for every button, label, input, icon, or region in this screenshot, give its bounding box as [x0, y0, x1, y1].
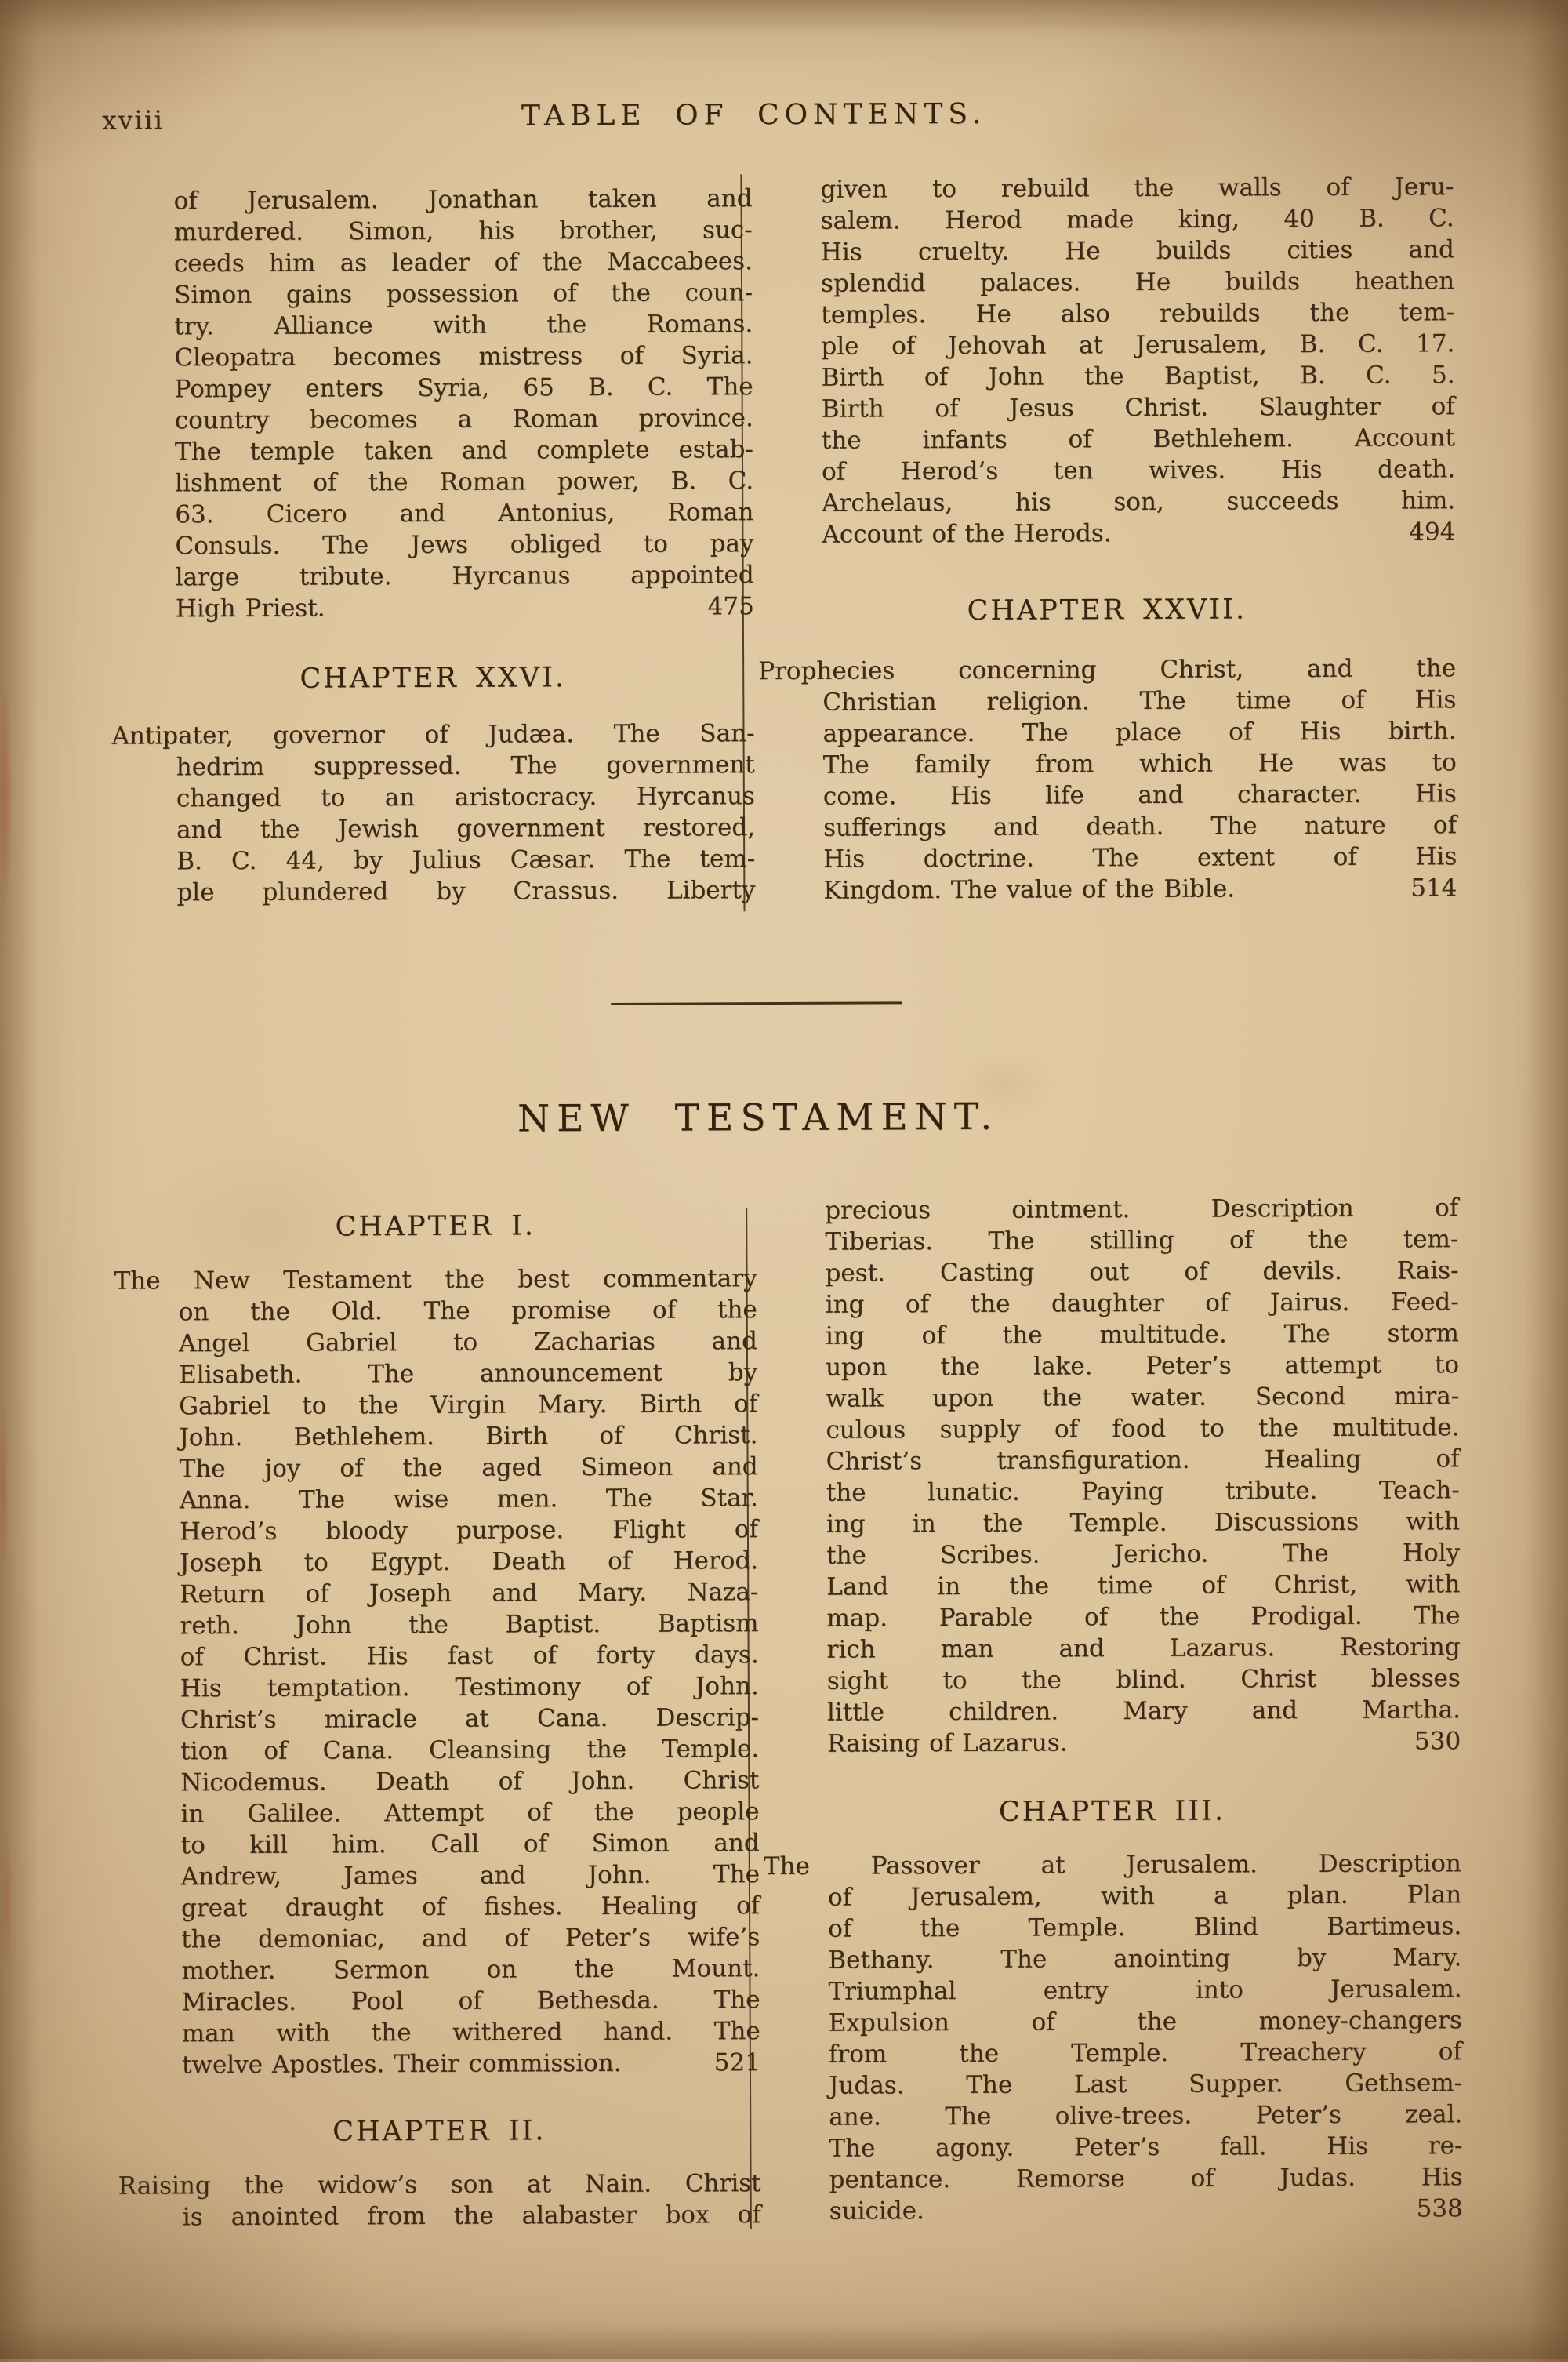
toc-line: reth. John the Baptist. Baptism [180, 1609, 759, 1641]
toc-line: splendid palaces. He builds heathen [820, 267, 1455, 298]
toc-line: ing of the multitude. The storm [825, 1319, 1459, 1350]
toc-line: Triumphal entry into Jerusalem. [828, 1975, 1462, 2006]
toc-lines [118, 2168, 761, 2233]
toc-line: from the Temple. Treachery of [828, 2037, 1462, 2069]
toc-lastline [823, 872, 1457, 907]
page-ref: 530 [1414, 1727, 1461, 1756]
toc-line: ing in the Temple. Discussions with [826, 1507, 1460, 1539]
toc-line: try. Alliance with the Romans. [174, 310, 753, 341]
toc-entry-nt-ch1 [114, 1263, 760, 2081]
toc-line: of the Temple. Blind Bartimeus. [828, 1912, 1462, 1943]
chapter-heading-iii: CHAPTER III. [998, 1795, 1226, 1828]
column-nt-right [760, 1192, 1463, 2227]
toc-lines [173, 183, 753, 593]
toc-entry-ch27 [758, 652, 1457, 907]
toc-lastline [176, 590, 754, 624]
toc-entry-nt-ch2 [118, 2168, 761, 2233]
toc-line: Consuls. The Jews obliged to pay [175, 529, 754, 561]
toc-line: hedrim suppressed. The government [176, 750, 755, 782]
toc-line: Raising the widow’s son at Nain. Christ [118, 2169, 761, 2200]
toc-lastline [182, 2047, 760, 2080]
toc-line: His cruelty. He builds cities and [820, 235, 1454, 267]
toc-line: ple plundered by Crassus. Liberty [176, 876, 756, 907]
toc-line: mother. Sermon on the Mount. [181, 1954, 760, 1986]
column-nt-left [114, 1198, 761, 2233]
toc-line: John. Bethlehem. Birth of Christ. [179, 1421, 758, 1452]
page-ref: 538 [1416, 2194, 1463, 2223]
toc-line: salem. Herod made king, 40 B. C. [820, 204, 1454, 235]
toc-line: Miracles. Pool of Bethesda. The [181, 1986, 760, 2017]
toc-line: man with the withered hand. The [181, 2017, 760, 2048]
toc-line: The Passover at Jerusalem. Description [763, 1849, 1461, 1881]
toc-entry-nt-ch2-continuation [760, 1192, 1461, 1760]
toc-line: to kill him. Call of Simon and [180, 1829, 760, 1860]
toc-line: of Jerusalem, with a plan. Plan [827, 1881, 1462, 1912]
toc-line: in Galilee. Attempt of the people [180, 1797, 760, 1829]
toc-line: little children. Mary and Martha. [826, 1695, 1461, 1727]
toc-line: His temptation. Testimony of John. [180, 1672, 759, 1703]
toc-line: ing of the daughter of Jairus. Feed- [825, 1288, 1459, 1319]
toc-line: His doctrine. The extent of His [823, 842, 1457, 874]
page-ref: 494 [1409, 518, 1456, 547]
page-ref: 475 [707, 592, 754, 621]
toc-line: Antipater, governor of Judæa. The San- [111, 719, 755, 750]
toc-line: Gabriel to the Virgin Mary. Birth of [179, 1390, 758, 1421]
toc-line: Andrew, James and John. The [180, 1860, 760, 1891]
chapter-heading-i: CHAPTER I. [335, 1210, 536, 1243]
toc-lastline [829, 2193, 1463, 2227]
toc-line: of Christ. His fast of forty days. [180, 1641, 759, 1672]
chapter-heading-xxvii: CHAPTER XXVII. [967, 594, 1247, 627]
toc-line: upon the lake. Peter’s attempt to [825, 1350, 1460, 1382]
toc-line: of Jerusalem. Jonathan taken and [173, 184, 753, 216]
toc-line: B. C. 44, by Julius Cæsar. The tem- [176, 845, 756, 876]
toc-line: walk upon the water. Second mira- [826, 1382, 1460, 1413]
toc-line: temples. He also rebuilds the tem- [821, 298, 1455, 329]
toc-line: come. His life and character. His [822, 779, 1457, 811]
toc-line: of Herod’s ten wives. His death. [821, 455, 1456, 486]
toc-line: Archelaus, his son, succeeds him. [822, 486, 1456, 518]
toc-line: murdered. Simon, his brother, suc- [173, 216, 753, 247]
toc-line: on the Old. The promise of the [178, 1295, 757, 1327]
toc-line: pentance. Remorse of Judas. His [829, 2163, 1463, 2194]
toc-entry-ch25-continuation [109, 183, 753, 625]
toc-line: Tiberias. The stilling of the tem- [825, 1225, 1459, 1256]
toc-line: ceeds him as leader of the Maccabees. [173, 247, 753, 278]
toc-line: Elisabeth. The announcement by [179, 1358, 758, 1390]
toc-line: sight to the blind. Christ blesses [826, 1664, 1461, 1695]
toc-line: given to rebuild the walls of Jeru- [820, 173, 1454, 204]
toc-line: Simon gains possession of the coun- [173, 278, 753, 310]
toc-line: ane. The olive-trees. Peter’s zeal. [829, 2100, 1463, 2131]
toc-line: the Scribes. Jericho. The Holy [826, 1539, 1461, 1570]
toc-line: Account of the Herods. [822, 519, 1112, 549]
section-divider-rule [611, 1001, 902, 1005]
page-folio: xviii [102, 104, 165, 136]
toc-line: Land in the time of Christ, with [826, 1570, 1461, 1601]
page-ref: 514 [1410, 874, 1457, 903]
toc-line: Herod’s bloody purpose. Flight of [179, 1515, 759, 1546]
toc-entry-ch26 [111, 718, 755, 909]
toc-lines [820, 171, 1455, 519]
toc-line: suicide. [829, 2197, 924, 2226]
column-ot-right [756, 171, 1457, 907]
toc-line: the demoniac, and of Peter’s wife’s [181, 1923, 760, 1954]
toc-line: map. Parable of the Prodigal. The [826, 1601, 1461, 1633]
toc-line: Pompey enters Syria, 65 B. C. The [174, 372, 753, 404]
toc-line: The New Testament the best commentary [114, 1264, 757, 1295]
toc-line: Raising of Lazarus. [827, 1728, 1068, 1758]
toc-entry-nt-ch3 [764, 1848, 1463, 2227]
toc-line: ple of Jehovah at Jerusalem, B. C. 17. [821, 329, 1455, 361]
toc-line: precious ointment. Description of [825, 1194, 1459, 1225]
toc-line: lishment of the Roman power, B. C. [175, 467, 754, 498]
running-head: TABLE OF CONTENTS. [521, 97, 987, 133]
toc-lines [114, 1263, 760, 2049]
section-heading-new-testament: NEW TESTAMENT. [517, 1095, 1000, 1141]
toc-line: Christ’s miracle at Cana. Descrip- [180, 1703, 760, 1735]
toc-line: sufferings and death. The nature of [822, 811, 1457, 842]
toc-line: the lunatic. Paying tribute. Teach- [826, 1476, 1460, 1507]
toc-line: twelve Apostles. Their commission. [181, 2048, 622, 2080]
toc-lines [763, 1848, 1463, 2196]
toc-line: Christian religion. The time of His [822, 685, 1457, 717]
toc-line: is anointed from the alabaster box of [182, 2200, 761, 2232]
toc-line: Cleopatra becomes mistress of Syria. [174, 341, 753, 372]
toc-line: 63. Cicero and Antonius, Roman [175, 498, 754, 529]
toc-lines [825, 1192, 1461, 1728]
toc-line: Bethany. The anointing by Mary. [828, 1943, 1462, 1975]
toc-line: Return of Joseph and Mary. Naza- [180, 1578, 759, 1609]
toc-line: Angel Gabriel to Zacharias and [178, 1327, 757, 1358]
toc-line: Anna. The wise men. The Star. [179, 1484, 758, 1515]
toc-line: Judas. The Last Supper. Gethsem- [828, 2069, 1463, 2100]
toc-line: country becomes a Roman province. [174, 404, 753, 435]
toc-line: The family from which He was to [822, 748, 1457, 779]
toc-line: High Priest. [175, 594, 325, 623]
toc-line: and the Jewish government restored, [176, 813, 756, 845]
toc-lastline [822, 516, 1455, 551]
toc-lastline [827, 1725, 1461, 1760]
toc-line: great draught of fishes. Healing of [180, 1891, 760, 1923]
toc-line: changed to an aristocracy. Hyrcanus [176, 782, 755, 813]
toc-line: The agony. Peter’s fall. His re- [829, 2131, 1463, 2163]
toc-line: culous supply of food to the multitude. [826, 1413, 1460, 1444]
chapter-heading-ii: CHAPTER II. [332, 2115, 546, 2148]
toc-line: Joseph to Egypt. Death of Herod. [180, 1546, 759, 1578]
toc-line: large tribute. Hyrcanus appointed [175, 561, 754, 592]
toc-line: Birth of John the Baptist, B. C. 5. [821, 361, 1455, 392]
page-ref: 521 [713, 2048, 760, 2077]
toc-line: tion of Cana. Cleansing the Temple. [180, 1735, 760, 1766]
toc-lines [758, 652, 1457, 875]
toc-entry-ch26-continuation [756, 171, 1455, 551]
chapter-heading-xxvi: CHAPTER XXVI. [299, 662, 567, 695]
toc-line: Birth of Jesus Christ. Slaughter of [821, 392, 1455, 423]
toc-line: The joy of the aged Simeon and [179, 1452, 758, 1484]
toc-line: pest. Casting out of devils. Rais- [825, 1256, 1459, 1288]
toc-line: Kingdom. The value of the Bible. [823, 874, 1236, 905]
toc-line: Christ’s transfiguration. Healing of [826, 1444, 1460, 1476]
column-ot-left [109, 183, 755, 909]
toc-lines [111, 718, 756, 908]
toc-line: The temple taken and complete estab- [174, 435, 754, 467]
toc-line: Prophecies concerning Christ, and the [758, 654, 1457, 686]
toc-line: Expulsion of the money-changers [828, 2006, 1462, 2037]
toc-line: appearance. The place of His birth. [822, 717, 1457, 748]
toc-line: rich man and Lazarus. Restoring [826, 1633, 1461, 1664]
toc-line: the infants of Bethlehem. Account [821, 423, 1455, 455]
toc-line: Nicodemus. Death of John. Christ [180, 1766, 760, 1797]
